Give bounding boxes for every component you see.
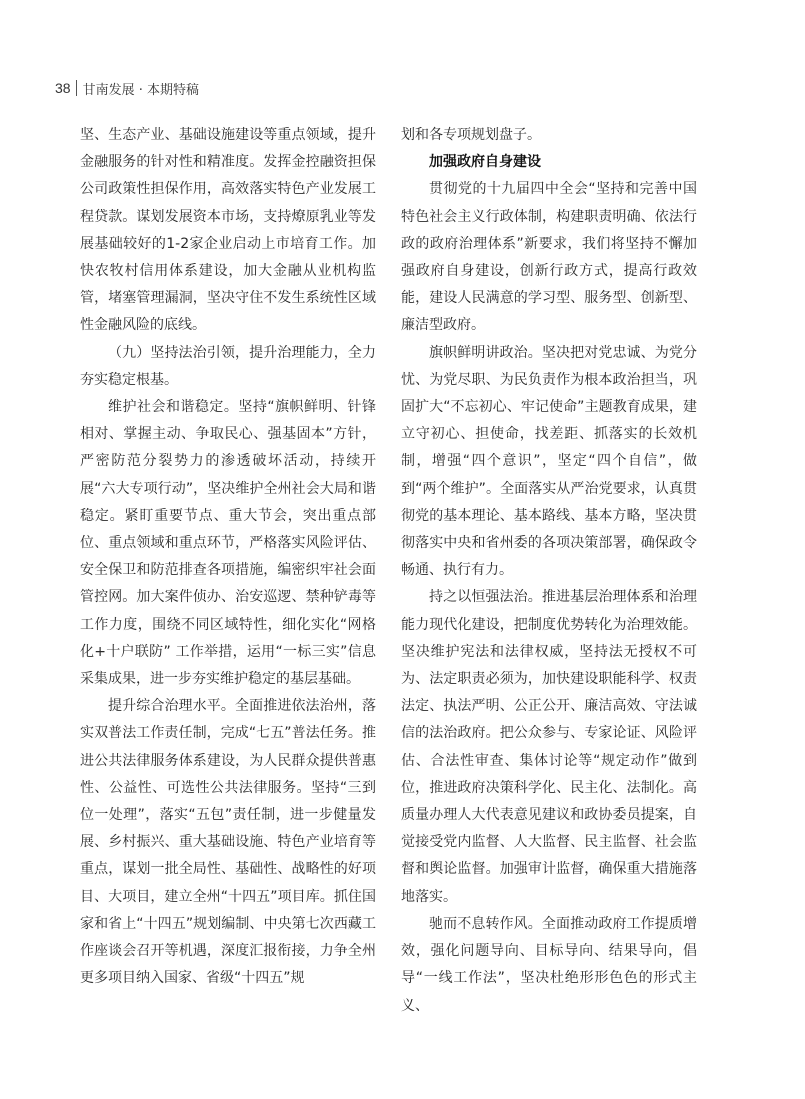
paragraph: 划和各专项规划盘子。 (401, 127, 541, 143)
paragraph: 旗帜鲜明讲政治。坚决把对党忠诚、为党分忧、为党尽职、为民负责作为根本政治担当，巩固扩大“不忘初心、牢记使命”主题教育成果，建立守初心、担使命，找差距、抓落实的长效机制，增强“四个意识”，坚定“四个自信”，做到“两个维护”。全面落实从严治党要求，认真贯彻党的基本理论、基本路线、基本方略，坚决贯彻落实中央和省州委的各项决策部署，确保政令畅通、执行有力。 (401, 344, 697, 579)
page-number: 38 (55, 80, 71, 96)
paragraph: 驰而不息转作风。全面推动政府工作提质增效，强化问题导向、目标导向、结果导向，倡导“一线工作法”，坚决杜绝形形色色的形式主义、 (401, 915, 697, 1014)
paragraph: 坚、生态产业、基础设施建设等重点领域，提升金融服务的针对性和精准度。发挥金控融资担保公司政策性担保作用，高效落实特色产业发展工程贷款。谋划发展资本市场，支持燎原乳业等发展基础较好的1-2家企业启动上市培育工作。加快农牧村信用体系建设，加大金融从业机构监管，堵塞管理漏洞，坚决守住不发生系统性区域性金融风险的底线。 (80, 127, 376, 334)
paragraph: 维护社会和谐稳定。坚持“旗帜鲜明、针锋相对、掌握主动、争取民心、强基固本”方针，严密防范分裂势力的渗透破坏活动，持续开展“六大专项行动”，坚决维护全州社会大局和谐稳定。紧盯重要节点、重大节会，突出重点部位、重点领域和重点环节，严格落实风险评估、安全保卫和防范排查各项措施，编密织牢社会面管控网。加大案件侦办、治安巡逻、禁种铲毒等工作力度，围绕不同区域特性，细化实化“网格化+十户联防” 工作举措，运用“一标三实”信息采集成果，进一步夯实维护稳定的基层基础。 (80, 399, 376, 688)
paragraph: 持之以恒强法治。推进基层治理体系和治理能力现代化建设，把制度优势转化为治理效能。坚决维护宪法和法律权威，坚持法无授权不可为、法定职责必须为，加快建设职能科学、权责法定、执法严明、公正公开、廉洁高效、守法诚信的法治政府。把公众参与、专家论证、风险评估、合法性审查、集体讨论等“规定动作”做到位，推进政府决策科学化、民主化、法制化。高质量办理人大代表意见建议和政协委员提案，自觉接受党内监督、人大监督、民主监督、社会监督和舆论监督。加强审计监督，确保重大措施落地落实。 (401, 589, 697, 905)
section-heading: 加强政府自身建设 (429, 154, 541, 171)
right-column (401, 122, 697, 1020)
paragraph: （九）坚持法治引领，提升治理能力，全力夯实稳定根基。 (80, 344, 376, 388)
paragraph: 提升综合治理水平。全面推进依法治州，落实双普法工作责任制，完成“七五”普法任务。推进公共法律服务体系建设，为人民群众提供普惠性、公益性、可选性公共法律服务。坚持“三到位一处理”，落实“五包”责任制，进一步健量发展、乡村振兴、重大基础设施、特色产业培育等重点，谋划一批全局性、基础性、战略性的好项目、大项目，建立全州“十四五”项目库。抓住国家和省上“十四五”规划编制、中央第七次西藏工作座谈会召开等机遇，深度汇报衔接，力争全州更多项目纳入国家、省级“十四五”规 (80, 698, 376, 987)
paragraph: 贯彻党的十九届四中全会“坚持和完善中国特色社会主义行政体制，构建职责明确、依法行政的政府治理体系”新要求，我们将坚持不懈加强政府自身建设，创新行政方式，提高行政效能，建设人民满意的学习型、服务型、创新型、廉洁型政府。 (401, 181, 697, 334)
section-title: 甘南发展 · 本期特稿 (82, 82, 199, 98)
left-column (80, 122, 376, 993)
header-divider (76, 80, 77, 96)
running-header (55, 78, 199, 98)
